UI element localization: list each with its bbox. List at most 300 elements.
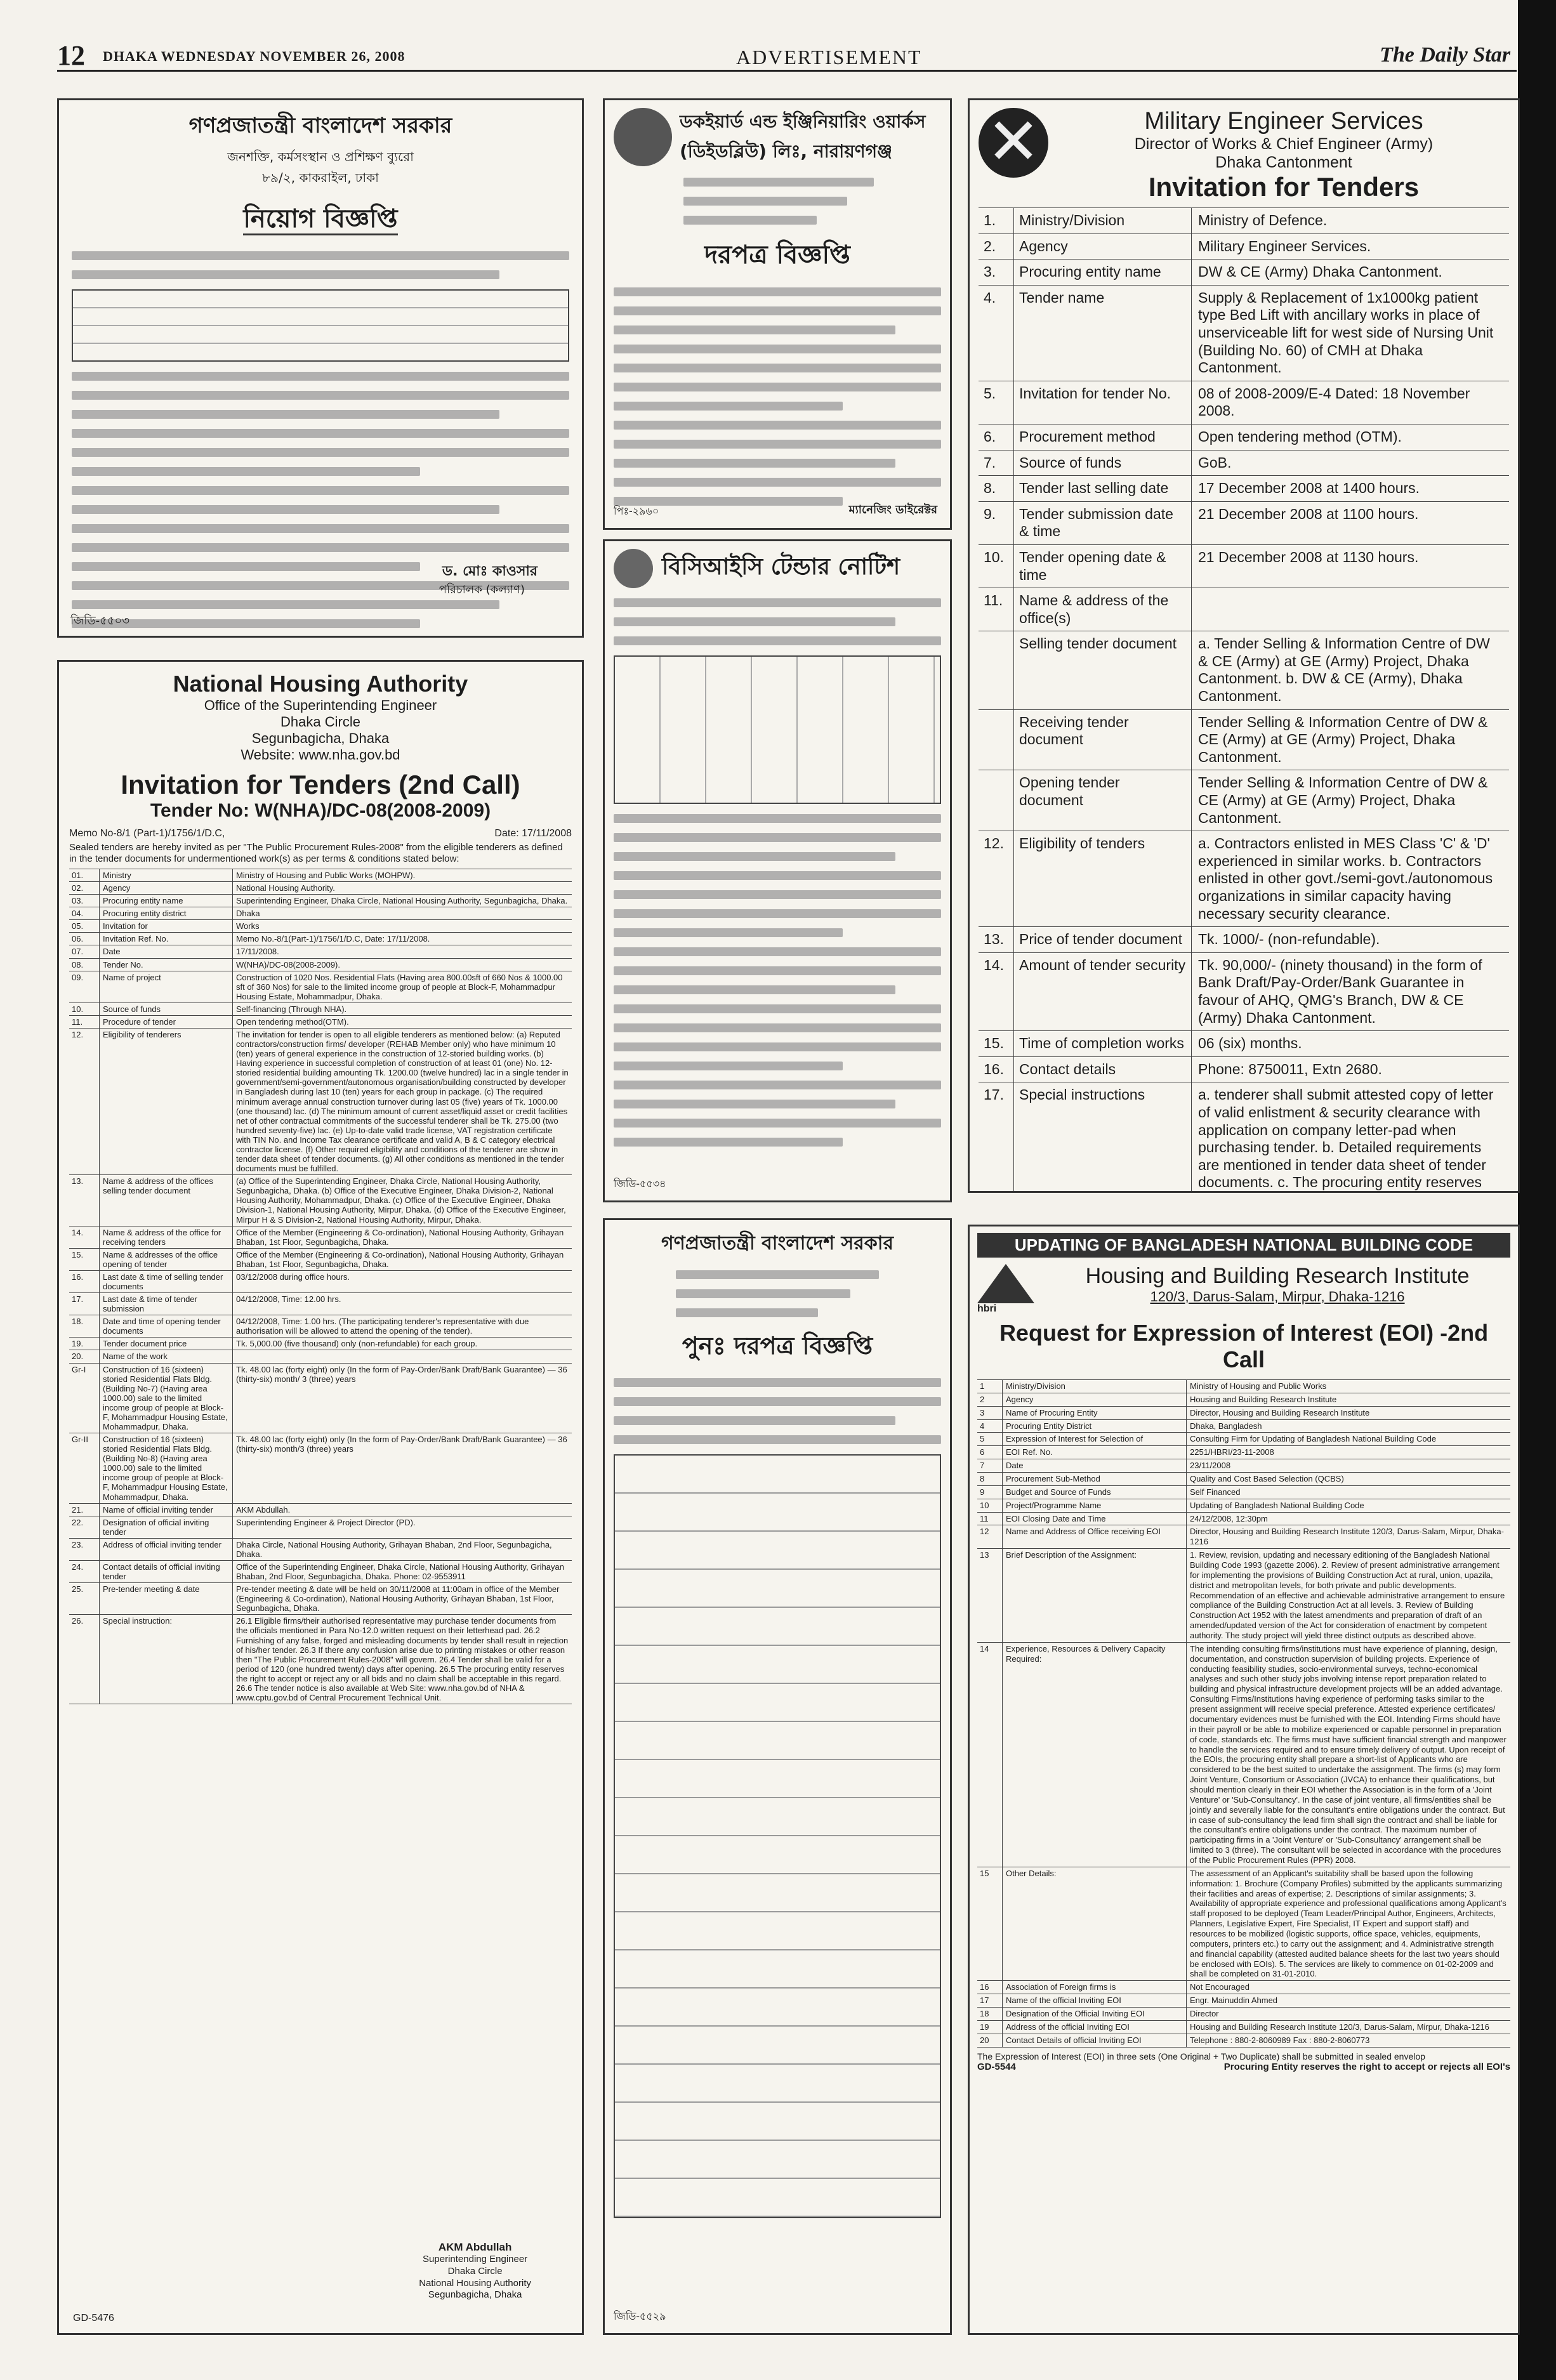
ad-code: জিডি-৫৫০৩ — [70, 614, 129, 628]
row-number: 6 — [977, 1446, 1003, 1459]
row-value: 03/12/2008 during office hours. — [236, 1272, 350, 1282]
row-number: 04. — [69, 907, 100, 919]
row-number: 20 — [977, 2034, 1003, 2047]
row-value: a. Tender Selling & Information Centre of DW & CE (Army) at GE (Army) Project, Dhaka Cantonment. b. DW & CE (Army), Dhaka Cantonment. — [1198, 635, 1490, 705]
hbri-rights: Procuring Entity reserves the right to accept or rejects all EOI's — [1223, 2061, 1510, 2072]
row-label: Contact Details of official Inviting EOI — [1003, 2034, 1187, 2047]
table-row — [977, 1499, 1510, 1512]
row-number: 03. — [69, 895, 100, 907]
row-label: EOI Closing Date and Time — [1003, 1513, 1187, 1525]
nha-tender-no: Tender No: W(NHA)/DC-08(2008-2009) — [150, 800, 491, 821]
row-number: Gr-II — [69, 1433, 100, 1503]
row-number: 13. — [979, 927, 1014, 952]
table-row — [979, 259, 1509, 285]
row-label: Source of funds — [1014, 450, 1192, 476]
table-row — [69, 1582, 572, 1614]
row-number: 06. — [69, 933, 100, 945]
row-value: Tk. 5,000.00 (five thousand) only (non-refundable) for each group. — [236, 1339, 478, 1349]
table-row — [979, 770, 1509, 831]
row-label: Amount of tender security — [1014, 953, 1192, 1030]
row-number: 2. — [979, 234, 1014, 260]
table-row — [69, 1337, 572, 1350]
table-row — [69, 1614, 572, 1704]
row-number: 9 — [977, 1486, 1003, 1499]
row-number: 09. — [69, 971, 100, 1003]
nha-signer-loc: Segunbagicha, Dhaka — [428, 2289, 522, 2301]
table-row — [977, 1472, 1510, 1485]
row-value: National Housing Authority. — [236, 883, 335, 893]
row-label: Name and Address of Office receiving EOI — [1003, 1525, 1187, 1548]
table-row — [977, 2007, 1510, 2020]
row-label: Name of project — [100, 971, 233, 1003]
row-value: Updating of Bangladesh National Building Code — [1190, 1500, 1364, 1510]
table-row — [69, 958, 572, 971]
nha-website: Website: www.nha.gov.bd — [241, 747, 400, 763]
mes-logo-icon — [979, 108, 1048, 178]
ad-title: গণপ্রজাতন্ত্রী বাংলাদেশ সরকার — [188, 113, 452, 138]
row-value: 17 December 2008 at 1400 hours. — [1198, 480, 1420, 497]
row-value: Construction of 1020 Nos. Residential Flats (Having area 800.00sft of 660 Nos & 1000.00 sft of 360 Nos) for sale to the limited income group of people at Block-F, Mohammadpur Housing Estate, Mohammadpur, Dhaka. — [236, 972, 563, 1001]
hbri-heading: Request for Expression of Interest (EOI) -2nd Call — [999, 1320, 1489, 1372]
row-label: Address of the official Inviting EOI — [1003, 2021, 1187, 2034]
nha-signature — [419, 2240, 531, 2301]
row-value: W(NHA)/DC-08(2008-2009). — [236, 959, 340, 970]
row-value: Dhaka Circle, National Housing Authority, Grihayan Bhaban, 2nd Floor, Segunbagicha, Dhaka. — [236, 1539, 552, 1559]
ad-signer-title: পরিচালক (কল্যাণ) — [438, 583, 525, 596]
row-number: 10. — [69, 1003, 100, 1015]
row-value: a. tenderer shall submit attested copy of letter of valid enlistment & security clearance with application on company letter-pad when purchasing tender. b. Detailed requirements are mentioned in tender data sheet of tender documents. c. The procuring entity reserves — [1198, 1086, 1494, 1191]
table-row — [69, 1174, 572, 1225]
table-row — [979, 501, 1509, 544]
row-number: 19 — [977, 2021, 1003, 2034]
row-label: Tender opening date & time — [1014, 545, 1192, 588]
table-row — [977, 1980, 1510, 1994]
nha-table — [69, 869, 572, 1704]
row-number — [979, 770, 1014, 831]
table-row — [69, 907, 572, 919]
dockyard-code: পিঃ-২৯৬০ — [614, 505, 659, 517]
ad-recruitment-bangla — [57, 98, 584, 638]
table-row — [977, 1406, 1510, 1419]
row-label: Name of the work — [100, 1350, 233, 1362]
row-label: Budget and Source of Funds — [1003, 1486, 1187, 1499]
ad-hospital-retender — [603, 1218, 952, 2335]
nha-date: Date: 17/11/2008 — [494, 828, 572, 839]
table-row — [69, 971, 572, 1003]
table-row — [69, 869, 572, 881]
hospital-title: গণপ্রজাতন্ত্রী বাংলাদেশ সরকার — [661, 1232, 893, 1254]
row-number: 02. — [69, 882, 100, 894]
row-number: 15. — [69, 1249, 100, 1270]
row-value: Quality and Cost Based Selection (QCBS) — [1190, 1474, 1344, 1484]
row-value: Superintending Engineer, Dhaka Circle, National Housing Authority, Segunbagicha, Dhaka. — [236, 896, 568, 906]
row-label: Eligibility of tenders — [1014, 831, 1192, 926]
table-row — [69, 945, 572, 957]
row-value: Memo No.-8/1(Part-1)/1756/1/D.C, Date: 17/11/2008. — [236, 934, 430, 944]
ad-bcic-tender — [603, 539, 952, 1202]
row-label: Ministry/Division — [1014, 208, 1192, 233]
row-number: 3 — [977, 1407, 1003, 1419]
row-label: Brief Description of the Assignment: — [1003, 1549, 1187, 1642]
table-row — [69, 881, 572, 894]
nha-signer-circle: Dhaka Circle — [447, 2265, 503, 2277]
nha-office: Office of the Superintending Engineer — [204, 697, 437, 713]
table-row — [977, 1512, 1510, 1525]
row-label: Agency — [1003, 1393, 1187, 1406]
row-number: 15. — [979, 1031, 1014, 1056]
table-row — [977, 1393, 1510, 1406]
nha-title: National Housing Authority — [173, 671, 468, 697]
table-row — [69, 1315, 572, 1337]
row-value: Housing and Building Research Institute 120/3, Darus-Salam, Mirpur, Dhaka-1216 — [1190, 2022, 1489, 2032]
row-label: Contact details — [1014, 1057, 1192, 1082]
nha-intro: Sealed tenders are hereby invited as per "The Public Procurement Rules-2008" from the eligible tenderers as defined in the tender documents for undermentioned work(s) as per terms & conditions stated below: — [69, 842, 563, 864]
mes-title: Military Engineer Services — [1144, 108, 1423, 135]
row-number: 12. — [979, 831, 1014, 926]
bcic-logo-icon — [614, 549, 653, 588]
row-label: Receiving tender document — [1014, 710, 1192, 770]
row-label: Project/Programme Name — [1003, 1499, 1187, 1512]
nha-circle: Dhaka Circle — [280, 714, 360, 730]
row-value: 04/12/2008, Time: 1.00 hrs. (The participating tenderer's representative with due authorisation will be allowed to attend the opening of the tender). — [236, 1317, 529, 1336]
row-label: Name & address of the office(s) — [1014, 588, 1192, 631]
ad-signer: ড. মোঃ কাওসার — [442, 563, 537, 579]
row-number: 24. — [69, 1561, 100, 1582]
row-label: Agency — [1014, 234, 1192, 260]
row-value: Open tendering method (OTM). — [1198, 428, 1402, 445]
row-number: 14. — [979, 953, 1014, 1030]
table-row — [69, 1433, 572, 1503]
hospital-heading: পুনঃ দরপত্র বিজ্ঞপ্তি — [682, 1332, 873, 1360]
row-value: Office of the Member (Engineering & Co-ordination), National Housing Authority, Grihayan Bhaban, 1st Floor, Segunbagicha, Dhaka. — [236, 1249, 564, 1269]
row-label: Association of Foreign firms is — [1003, 1981, 1187, 1994]
table-row — [979, 1030, 1509, 1056]
row-value: 17/11/2008. — [236, 947, 279, 957]
table-row — [977, 1419, 1510, 1433]
row-value: 26.1 Eligible firms/their authorised representative may purchase tender documents from the officials mentioned in Para No-12.0 written request on their letterhead pad. 26.2 Furnishing of any false, forged and misleading documents by tender shall result in rejection of his/her tender. 26.3 If there any confusion arise due to printing mistakes or other reason then "The Public Procurement Rules-2008" will govern. 26.4 Tender shall be valid for a period of 120 (one hundred twenty) days after opening. 26.5 The procuring entity reserves the right to accept or reject any or all bids and no claim shall be acceptable in this regard. 26.6 The tender notice is also available at Web Site: www.nha.gov.bd of NHA & www.cptu.gov.bd of Central Procurement Technical Unit. — [236, 1616, 569, 1703]
row-value: Tender Selling & Information Centre of DW & CE (Army) at GE (Army) Project, Dhaka Cantonment. — [1198, 713, 1488, 765]
row-value: DW & CE (Army) Dhaka Cantonment. — [1198, 263, 1442, 280]
bcic-body — [614, 814, 941, 1147]
row-value: Director, Housing and Building Research Institute — [1190, 1407, 1370, 1417]
row-label: Experience, Resources & Delivery Capacity Required: — [1003, 1643, 1187, 1867]
row-number: 2 — [977, 1393, 1003, 1406]
row-value: Tk. 90,000/- (ninety thousand) in the form of Bank Draft/Pay-Order/Bank Guarantee in favour of AHQ, QMG's Branch, DW & CE (Army) Dhaka Cantonment. — [1198, 956, 1482, 1026]
row-value: Pre-tender meeting & date will be held on 30/11/2008 at 11:00am in office of the Member (Engineering & Co-ordination), National Housing Authority, Grihayan Bhaban, 1st Floor, Segunbagicha, Dhaka. — [236, 1584, 560, 1614]
row-number: 23. — [69, 1539, 100, 1560]
table-row — [979, 831, 1509, 926]
row-label: Procuring entity name — [1014, 260, 1192, 285]
mes-table — [979, 207, 1509, 1193]
row-value: 21 December 2008 at 1100 hours. — [1198, 505, 1419, 522]
hbri-banner: UPDATING OF BANGLADESH NATIONAL BUILDING CODE — [977, 1233, 1510, 1258]
row-label: Procedure of tender — [100, 1016, 233, 1028]
table-row — [977, 1867, 1510, 1980]
row-label: Pre-tender meeting & date — [100, 1583, 233, 1614]
bcic-heading: বিসিআইসি টেন্ডার নোটিশ — [662, 554, 900, 580]
row-value: 04/12/2008, Time: 12.00 hrs. — [236, 1294, 341, 1305]
dockyard-logo-icon — [614, 108, 672, 166]
row-label: Agency — [100, 882, 233, 894]
row-number — [979, 710, 1014, 770]
hbri-footer-note: The Expression of Interest (EOI) in three sets (One Original + Two Duplicate) shall be submitted in sealed envelop — [977, 2051, 1425, 2061]
row-value: (a) Office of the Superintending Engineer, Dhaka Circle, National Housing Authority, Segunbagicha, Dhaka. (b) Office of the Executive Engineer, Dhaka Division-2, National Housing Authority, Mohammadpur, Dhaka. (c) Office of the Executive Engineer, Dhaka Division-1, National Housing Authority, Mirpur, Dhaka. (d) Office of the Executive Engineer, Mirpur H & S Division-2, National Housing Authority, Mirpur, Dhaka. — [236, 1176, 566, 1225]
row-label: Invitation for tender No. — [1014, 381, 1192, 424]
row-value: Tk. 48.00 lac (forty eight) only (In the form of Pay-Order/Bank Draft/Bank Guarantee) — 36 (thirty-six) month/ 3 (three) years — [236, 1364, 567, 1384]
row-number: Gr-I — [69, 1364, 100, 1433]
row-label: Procuring entity name — [100, 895, 233, 907]
row-number: 17. — [979, 1082, 1014, 1193]
row-number: 05. — [69, 920, 100, 932]
row-label: EOI Ref. No. — [1003, 1446, 1187, 1459]
bcic-code: জিডি-৫৫৩৪ — [614, 1178, 666, 1190]
row-label: Expression of Interest for Selection of — [1003, 1433, 1187, 1445]
table-row — [979, 709, 1509, 770]
nha-signer-title: Superintending Engineer — [423, 2254, 528, 2265]
row-label: Invitation for — [100, 920, 233, 932]
row-value: Works — [236, 921, 260, 931]
table-row — [69, 1350, 572, 1362]
table-row — [69, 1363, 572, 1433]
row-label: Tender submission date & time — [1014, 502, 1192, 544]
table-row — [979, 926, 1509, 952]
row-number: 18. — [69, 1315, 100, 1337]
mes-heading: Invitation for Tenders — [1148, 172, 1420, 202]
row-value: Military Engineer Services. — [1198, 237, 1371, 254]
row-value: a. Contractors enlisted in MES Class 'C' & 'D' experienced in similar works. b. Contractors enlisted in other govt./semi-govt./autonomous organizations in similar capacity having necessary security clearance. — [1198, 835, 1493, 922]
table-row — [979, 285, 1509, 381]
table-row — [977, 1459, 1510, 1472]
table-row — [69, 1015, 572, 1028]
table-row — [69, 919, 572, 932]
table-row — [979, 207, 1509, 233]
row-value: GoB. — [1198, 454, 1232, 471]
nha-location: Segunbagicha, Dhaka — [251, 730, 390, 746]
row-value: Tk. 1000/- (non-refundable). — [1198, 931, 1380, 948]
table-row — [979, 475, 1509, 501]
row-label: Name & addresses of the office opening of tender — [100, 1249, 233, 1270]
table-row — [979, 424, 1509, 450]
row-number: 26. — [69, 1615, 100, 1704]
table-row — [977, 1548, 1510, 1642]
row-number: 4. — [979, 286, 1014, 381]
table-row — [977, 1432, 1510, 1445]
row-number: 16. — [69, 1271, 100, 1292]
row-value: Consulting Firm for Updating of Bangladesh National Building Code — [1190, 1434, 1437, 1444]
row-label: Designation of official inviting tender — [100, 1516, 233, 1538]
row-number: 8. — [979, 476, 1014, 501]
row-number: 1 — [977, 1380, 1003, 1393]
row-value: 08 of 2008-2009/E-4 Dated: 18 November 2008. — [1198, 385, 1470, 419]
dockyard-body — [614, 287, 941, 506]
row-number: 16. — [979, 1057, 1014, 1082]
table-row — [977, 2034, 1510, 2047]
row-label: Price of tender document — [1014, 927, 1192, 952]
table-row — [69, 1028, 572, 1174]
ad-dockyard-tender — [603, 98, 952, 530]
table-row — [69, 1503, 572, 1516]
row-number: 16 — [977, 1981, 1003, 1994]
hbri-code: GD-5544 — [977, 2061, 1016, 2072]
row-label: Date — [1003, 1459, 1187, 1472]
row-number: 3. — [979, 260, 1014, 285]
row-number: 10. — [979, 545, 1014, 588]
row-label: Construction of 16 (sixteen) storied Residential Flats Bldg. (Building No-7) (Having area 1000.00) sale to the limited income group of people at Block-F, Mohammadpur Housing Estate, Mohammadpur, Dhaka. — [100, 1364, 233, 1433]
row-value — [1192, 588, 1509, 631]
table-row — [977, 1445, 1510, 1459]
row-label: Tender document price — [100, 1338, 233, 1350]
row-value: Tender Selling & Information Centre of DW & CE (Army) at GE (Army) Project, Dhaka Cantonment. — [1198, 774, 1488, 826]
row-value: 1. Review, revision, updating and necessary editioning of the Bangladesh National Building Code 1993 (gazette 2006). 2. Review of present administrative arrangement for implementing the provisions of Building Construction Act at rural, union, upazila, district and metropolitan levels, for both private and public developments. Recommendation of an effective and achievable administrative arrangement to ensure compliance of the Building Construction Act at all levels. 3. Review of Building Construction Act 1952 with the latest amendments and preparation of draft of an amended/updated version of the Act for consideration of enactment by competent authority. The study project will yield three distinct outputs as described above. — [1190, 1550, 1505, 1641]
date-line: DHAKA WEDNESDAY NOVEMBER 26, 2008 — [103, 48, 405, 64]
table-row — [979, 631, 1509, 709]
hbri-logo-icon: hbri — [977, 1264, 1034, 1315]
row-value: Dhaka, Bangladesh — [1190, 1421, 1262, 1431]
row-number: 01. — [69, 869, 100, 881]
table-row — [979, 588, 1509, 631]
row-label: Contact details of official inviting tender — [100, 1561, 233, 1582]
hospital-code: জিডি-৫৫২৯ — [614, 2310, 666, 2322]
row-number: 17 — [977, 1994, 1003, 2007]
row-value: Ministry of Housing and Public Works — [1190, 1381, 1327, 1391]
row-label: Special instruction: — [100, 1615, 233, 1704]
row-number: 7 — [977, 1459, 1003, 1472]
row-value: Tk. 48.00 lac (forty eight) only (In the form of Pay-Order/Bank Draft/Bank Guarantee) — 36 (thirty-six) month/3 (three) years — [236, 1435, 567, 1454]
table-row — [69, 1292, 572, 1315]
table-row — [69, 894, 572, 907]
row-value: Not Encouraged — [1190, 1982, 1249, 1992]
table-row — [69, 1538, 572, 1560]
row-number: 12 — [977, 1525, 1003, 1548]
hospital-table — [614, 1454, 941, 2218]
dockyard-subtitle: (ডিইডব্লিউ) লিঃ, নারায়ণগঞ্জ — [680, 141, 892, 162]
row-value: AKM Abdullah. — [236, 1504, 291, 1515]
row-number: 6. — [979, 424, 1014, 450]
row-value: The assessment of an Applicant's suitability shall be based upon the following information: 1. Brochure (Company Profiles) submitted by the applicants summarizing their facilities and areas of expertise; 2. Descriptions of similar assignments; 3. Availability of appropriate experience and professional qualifications among Applicant's staff proposed to be deployed (Team Leader/Principal Author, Engineers, Architects, Planners, Legislative Expert, Fire Specialist, IT Expert and support staff) and resources to be mobilized (logistic supports, office space, vehicles, equipments, computers, printers etc.) to carry out the assignment; and 4. Administrative strength and financial capability (attested audited balance sheets for the last two years should be enclosed with EOIs). 5. The services are likely to commence on 01-02-2009 and shall be completed on 31-01-2010. — [1190, 1868, 1507, 1979]
newspaper-name: The Daily Star — [1380, 43, 1510, 67]
row-value: Self-financing (Through NHA). — [236, 1004, 347, 1014]
row-label: Ministry/Division — [1003, 1380, 1187, 1393]
row-number: 22. — [69, 1516, 100, 1538]
row-number: 13. — [69, 1175, 100, 1225]
hbri-table — [977, 1379, 1510, 2048]
row-value: 24/12/2008, 12:30pm — [1190, 1513, 1268, 1523]
row-label: Designation of the Official Inviting EOI — [1003, 2008, 1187, 2020]
table-row — [977, 1642, 1510, 1867]
row-value: Ministry of Defence. — [1198, 212, 1328, 228]
nha-signer: AKM Abdullah — [438, 2240, 512, 2253]
table-row — [69, 1270, 572, 1292]
row-number: 13 — [977, 1549, 1003, 1642]
table-row — [979, 450, 1509, 476]
row-number: 12. — [69, 1029, 100, 1174]
row-value: Open tendering method(OTM). — [236, 1016, 349, 1027]
row-number: 14 — [977, 1643, 1003, 1867]
mes-office: Director of Works & Chief Engineer (Army) — [1134, 135, 1434, 153]
row-number: 21. — [69, 1504, 100, 1516]
row-label: Date and time of opening tender documents — [100, 1315, 233, 1337]
row-number: 5. — [979, 381, 1014, 424]
newspaper-header — [57, 39, 1517, 72]
row-value: 2251/HBRI/23-11-2008 — [1190, 1447, 1274, 1457]
row-value: 23/11/2008 — [1190, 1461, 1231, 1471]
ad-address: ৮৯/২, কাকরাইল, ঢাকা — [262, 170, 379, 185]
row-value: Director — [1190, 2008, 1219, 2018]
hbri-title: Housing and Building Research Institute — [1085, 1264, 1470, 1288]
row-label: Name & address of the office for receiving tenders — [100, 1226, 233, 1248]
table-row — [977, 1994, 1510, 2007]
row-label: Other Details: — [1003, 1867, 1187, 1980]
table-row — [69, 1226, 572, 1248]
row-number: 20. — [69, 1350, 100, 1362]
table-row — [69, 1516, 572, 1538]
row-number: 07. — [69, 945, 100, 957]
table-row — [69, 932, 572, 945]
row-label: Procurement Sub-Method — [1003, 1473, 1187, 1485]
row-value: Dhaka — [236, 909, 260, 919]
ad-nha-tender — [57, 660, 584, 2335]
row-number: 1. — [979, 208, 1014, 233]
row-value: Engr. Mainuddin Ahmed — [1190, 1995, 1278, 2006]
section-label: ADVERTISEMENT — [736, 46, 922, 69]
row-number: 10 — [977, 1499, 1003, 1512]
table-row — [69, 1560, 572, 1582]
row-number: 14. — [69, 1226, 100, 1248]
row-label: Selling tender document — [1014, 631, 1192, 709]
row-value: Phone: 8750011, Extn 2680. — [1198, 1060, 1382, 1077]
row-label: Name of official inviting tender — [100, 1504, 233, 1516]
row-label: Invitation Ref. No. — [100, 933, 233, 945]
row-number: 08. — [69, 959, 100, 971]
row-number — [979, 631, 1014, 709]
page-number: 12 — [57, 40, 85, 71]
page-edge — [1518, 0, 1556, 2380]
dockyard-title: ডকইয়ার্ড এন্ড ইঞ্জিনিয়ারিং ওয়ার্কস — [680, 111, 926, 132]
table-row — [979, 233, 1509, 260]
row-number: 7. — [979, 450, 1014, 476]
row-number: 9. — [979, 502, 1014, 544]
table-row — [979, 952, 1509, 1030]
table-row — [977, 1485, 1510, 1499]
row-value: The intending consulting firms/institutions must have experience of planning, design, documentation, and construction supervision of building projects. Experience of conducting feasibility studies, socio-environmental surveys, techno-economical analyses and such other study jobs involving intense report preparation related to building and physical infrastructure development projects will be an added advantage. Consulting Firms/Institutions having experience of performing tasks similar to the present assignment will receive special preference. Attested experience certificates/ documentary evidences must be furnished with the EOI. Intending Firms should have in their payroll or be able to mobilize experienced or capable personnel in preparation of code, standards etc. The firms must have sufficient financial strength and manpower to handle the services required and to ensure timely delivery of output. Upon receipt of the EOIs, the procuring entity shall prepare a short-list of Applicants who are considered to be the best suited to undertake the assignment. The firms (s) may form Joint Venture, Consortium or Association (JVCA) to enhance their qualifications, but should mention clearly in their EOI whether the Association is in the form of a 'Joint Venture' or 'Sub-Consultancy'. In the case of joint venture, all firms/entities shall be jointly and severally liable for the consultant's entire obligations under the contract. But in case of sub-consultancy the lead firm shall sign the contract and shall be liable for the consultant's entire obligations under the contract. The maximum number of participating firms in a 'Joint Venture' or 'Sub-Consultancy' arrangement shall be limited to 3 (three). The consultant will be selected in accordance with the procedures of the Public Procurement Rules (PPR) 2008. — [1190, 1643, 1507, 1865]
row-label: Eligibility of tenderers — [100, 1029, 233, 1174]
dockyard-heading: দরপত্র বিজ্ঞপ্তি — [704, 240, 850, 270]
row-number: 8 — [977, 1473, 1003, 1485]
hbri-address: 120/3, Darus-Salam, Mirpur, Dhaka-1216 — [1150, 1289, 1405, 1305]
row-label: Procuring entity district — [100, 907, 233, 919]
row-label: Tender last selling date — [1014, 476, 1192, 501]
row-value: 06 (six) months. — [1198, 1035, 1302, 1052]
table-row — [979, 381, 1509, 424]
row-label: Date — [100, 945, 233, 957]
row-value: Supply & Replacement of 1x1000kg patient type Bed Lift with ancillary works in place of unserviceable lift for west side of Nursing Unit (Building No. 60) of CMH at Dhaka Cantonment. — [1198, 289, 1494, 376]
row-label: Special instructions — [1014, 1082, 1192, 1193]
row-value: Telephone : 880-2-8060989 Fax : 880-2-8060773 — [1190, 2035, 1370, 2045]
table-row — [979, 1082, 1509, 1193]
ad-table — [72, 289, 569, 362]
table-row — [977, 1379, 1510, 1393]
row-label: Construction of 16 (sixteen) storied Residential Flats Bldg. (Building No-8) (Having area 1000.00) sale to the limited income group of people at Block-F, Mohammadpur Housing Estate, Mohammadpur, Dhaka. — [100, 1433, 233, 1503]
row-label: Opening tender document — [1014, 770, 1192, 831]
row-label: Name & address of the offices selling tender document — [100, 1175, 233, 1225]
row-label: Source of funds — [100, 1003, 233, 1015]
row-number: 19. — [69, 1338, 100, 1350]
row-number: 15 — [977, 1867, 1003, 1980]
row-label: Ministry — [100, 869, 233, 881]
nha-signer-org: National Housing Authority — [419, 2277, 531, 2289]
dockyard-signer: ম্যানেজিং ডাইরেক্টর — [848, 503, 937, 516]
row-label: Time of completion works — [1014, 1031, 1192, 1056]
